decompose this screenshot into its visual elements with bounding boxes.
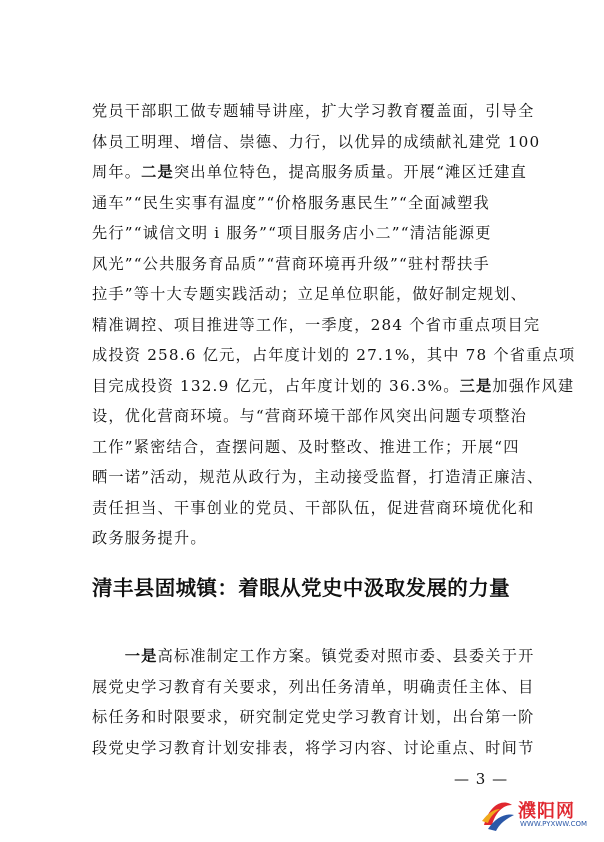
emphasis-marker: 一是: [124, 647, 158, 665]
site-watermark: [478, 795, 598, 835]
text-line: [92, 96, 535, 127]
section-heading: 清丰县固城镇：着眼从党史中汲取发展的力量: [92, 576, 510, 600]
text-line: [92, 371, 575, 402]
line-text: 加强作风建: [492, 376, 575, 395]
line-text: 拉手”等十大专题实践活动；立足单位职能，做好制定规划、: [92, 285, 528, 303]
watermark-site-name: 濮阳网: [518, 801, 575, 822]
line-text: 目完成投资 132.9 亿元，占年度计划的 36.3%。: [92, 376, 460, 395]
line-text: 高标准制定工作方案。镇党委对照市委、县委关于开: [157, 647, 535, 665]
body-paragraph: [92, 96, 576, 554]
line-text: 周年。: [92, 163, 142, 181]
line-text: 通车”“民生实事有温度”“价格服务惠民生”“全面减塑我: [92, 193, 490, 212]
line-text: 晒一诺”活动，规范从政行为，主动接受监督，打造清正廉洁、: [92, 468, 544, 486]
line-text: 体员工明理、增信、崇德、力行，以优异的成绩献礼建党 100: [92, 132, 541, 151]
line-text: 先行”“诚信文明 i 服务”“项目服务店小二”“清洁能源更: [92, 224, 492, 242]
text-line: [92, 249, 520, 280]
watermark-url: WWW.PYXWW.COM: [520, 820, 588, 828]
text-line: [92, 157, 528, 188]
text-line: [92, 523, 520, 554]
line-text: 精准调控、项目推进等工作，一季度，284 个省市重点项目完: [92, 315, 541, 334]
line-text: 工作”紧密结合，查摆问题、及时整改、推进工作；开展“四: [92, 437, 520, 456]
text-line: [92, 733, 535, 764]
line-text: 党员干部职工做专题辅导讲座，扩大学习教育覆盖面，引导全: [92, 102, 535, 120]
line-text: 段党史学习教育计划安排表，将学习内容、讨论重点、时间节: [92, 738, 535, 757]
text-line: [92, 462, 544, 493]
watermark-logo-icon: [478, 795, 518, 835]
text-line: [92, 310, 541, 341]
line-text: 风光”“公共服务育品质”“营商环境再升级”“驻村帮扶手: [92, 254, 490, 273]
line-text: 展党史学习教育有关要求，列出任务清单，明确责任主体、目: [92, 677, 535, 696]
emphasis-marker: 三是: [459, 376, 493, 395]
text-line: [92, 493, 535, 524]
text-line: [92, 432, 520, 463]
text-line: [92, 127, 541, 158]
page-number: — 3 —: [454, 770, 509, 788]
text-line: [92, 641, 535, 672]
text-line: [92, 672, 535, 703]
line-text: 突出单位特色，提高服务质量。开展“滩区迁建直: [173, 163, 528, 181]
line-text: 政务服务提升。: [92, 529, 207, 547]
line-text: 设，优化营商环境。与“营商环境干部作风突出问题专项整治: [92, 407, 528, 425]
text-line: [92, 401, 528, 432]
line-text: [92, 647, 125, 665]
text-line: [92, 702, 535, 733]
body-paragraph-2: [92, 641, 535, 763]
emphasis-marker: 二是: [141, 163, 174, 181]
line-text: 成投资 258.6 亿元，占年度计划的 27.1%，其中 78 个省重点项: [92, 346, 576, 364]
line-text: 责任担当、干事创业的党员、干部队伍，促进营商环境优化和: [92, 498, 535, 517]
line-text: 标任务和时限要求，研究制定党史学习教育计划，出台第一阶: [92, 708, 535, 726]
text-line: [92, 188, 520, 219]
text-line: [92, 340, 576, 371]
text-line: [92, 218, 520, 249]
text-line: [92, 279, 528, 310]
